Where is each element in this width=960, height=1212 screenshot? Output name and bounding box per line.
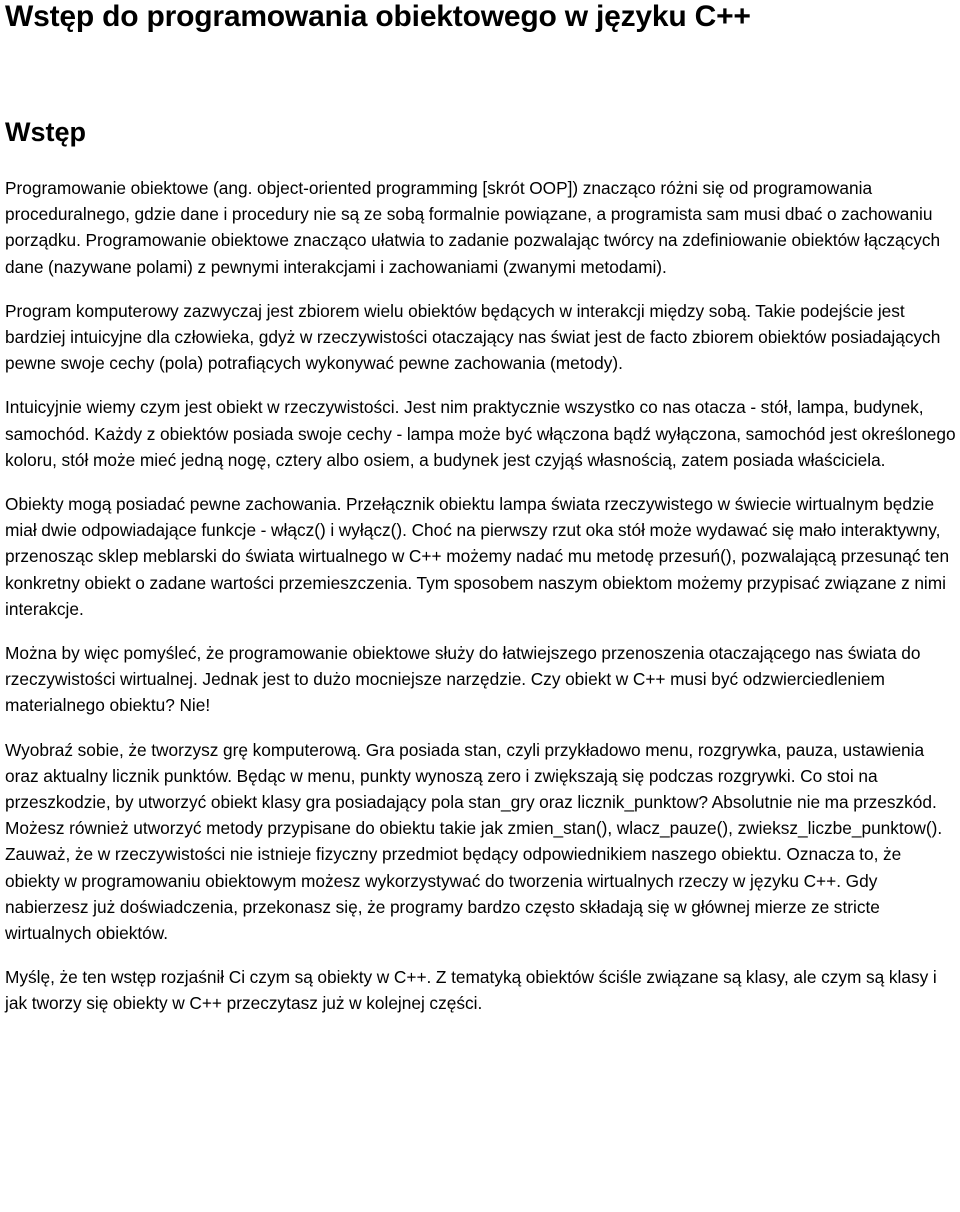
- paragraph: Wyobraź sobie, że tworzysz grę komputerową. Gra posiada stan, czyli przykładowo menu, rozgrywka, pauza, ustawienia oraz aktualny licznik punktów. Będąc w menu, punkty wynoszą zero i zwiększają się podczas rozgrywki. Co stoi na przeszkodzie, by utworzyć obiekt klasy gra posiadający pola stan_gry oraz licznik_punktow? Absolutnie nie ma przeszkód. Możesz również utworzyć metody przypisane do obiektu takie jak zmien_stan(), wlacz_pauze(), zwieksz_liczbe_punktow(). Zauważ, że w rzeczywistości nie istnieje fizyczny przedmiot będący odpowiednikiem naszego obiektu. Oznacza to, że obiekty w programowaniu obiektowym możesz wykorzystywać do tworzenia wirtualnych rzeczy w języku C++. Gdy nabierzesz już doświadczenia, przekonasz się, że programy bardzo często składają się w głównej mierze ze stricte wirtualnych obiektów.: [5, 739, 943, 944]
- paragraph: Można by więc pomyśleć, że programowanie obiektowe służy do łatwiejszego przenoszenia otaczającego nas świata do rzeczywistości wirtualnej. Jednak jest to dużo mocniejsze narzędzie. Czy obiekt w C++ musi być odzwierciedleniem materialnego obiektu? Nie!: [5, 643, 921, 716]
- document-body: [5, 175, 957, 1035]
- paragraph: Intuicyjnie wiemy czym jest obiekt w rzeczywistości. Jest nim praktycznie wszystko co nas otacza - stół, lampa, budynek, samochód. Każdy z obiektów posiada swoje cechy - lampa może być włączona bądź wyłączona, samochód jest określonego koloru, stół może mieć jedną nogę, cztery albo osiem, a budynek jest czyjąś własnością, zatem posiada właściciela.: [5, 397, 956, 470]
- paragraph: Programowanie obiektowe (ang. object-oriented programming [skrót OOP]) znacząco różni się od programowania proceduralnego, gdzie dane i procedury nie są ze sobą formalnie powiązane, a programista sam musi dbać o zachowaniu porządku. Programowanie obiektowe znacząco ułatwia to zadanie pozwalając twórcy na zdefiniowanie obiektów łączących dane (nazywane polami) z pewnymi interakcjami i zachowaniami (zwanymi metodami).: [5, 178, 941, 277]
- paragraph: Myślę, że ten wstęp rozjaśnił Ci czym są obiekty w C++. Z tematyką obiektów ściśle związane są klasy, ale czym są klasy i jak tworzy się obiekty w C++ przeczytasz już w kolejnej części.: [5, 967, 937, 1014]
- paragraph: Obiekty mogą posiadać pewne zachowania. Przełącznik obiektu lampa świata rzeczywistego w świecie wirtualnym będzie miał dwie odpowiadające funkcje - włącz() i wyłącz(). Choć na pierwszy rzut oka stół może wydawać się mało interaktywny, przenosząc sklep meblarski do świata wirtualnego w C++ możemy nadać mu metodę przesuń(), pozwalającą przesunąć ten konkretny obiekt o zadane wartości przemieszczenia. Tym sposobem naszym obiektom możemy przypisać związane z nimi interakcje.: [5, 494, 950, 619]
- paragraph: Program komputerowy zazwyczaj jest zbiorem wielu obiektów będących w interakcji między sobą. Takie podejście jest bardziej intuicyjne dla człowieka, gdyż w rzeczywistości otaczający nas świat jest de facto zbiorem obiektów posiadających pewne swoje cechy (pola) potrafiących wykonywać pewne zachowania (metody).: [5, 300, 941, 374]
- section-title: Wstęp: [5, 117, 86, 147]
- document-title: Wstęp do programowania obiektowego w języku C++: [5, 0, 751, 33]
